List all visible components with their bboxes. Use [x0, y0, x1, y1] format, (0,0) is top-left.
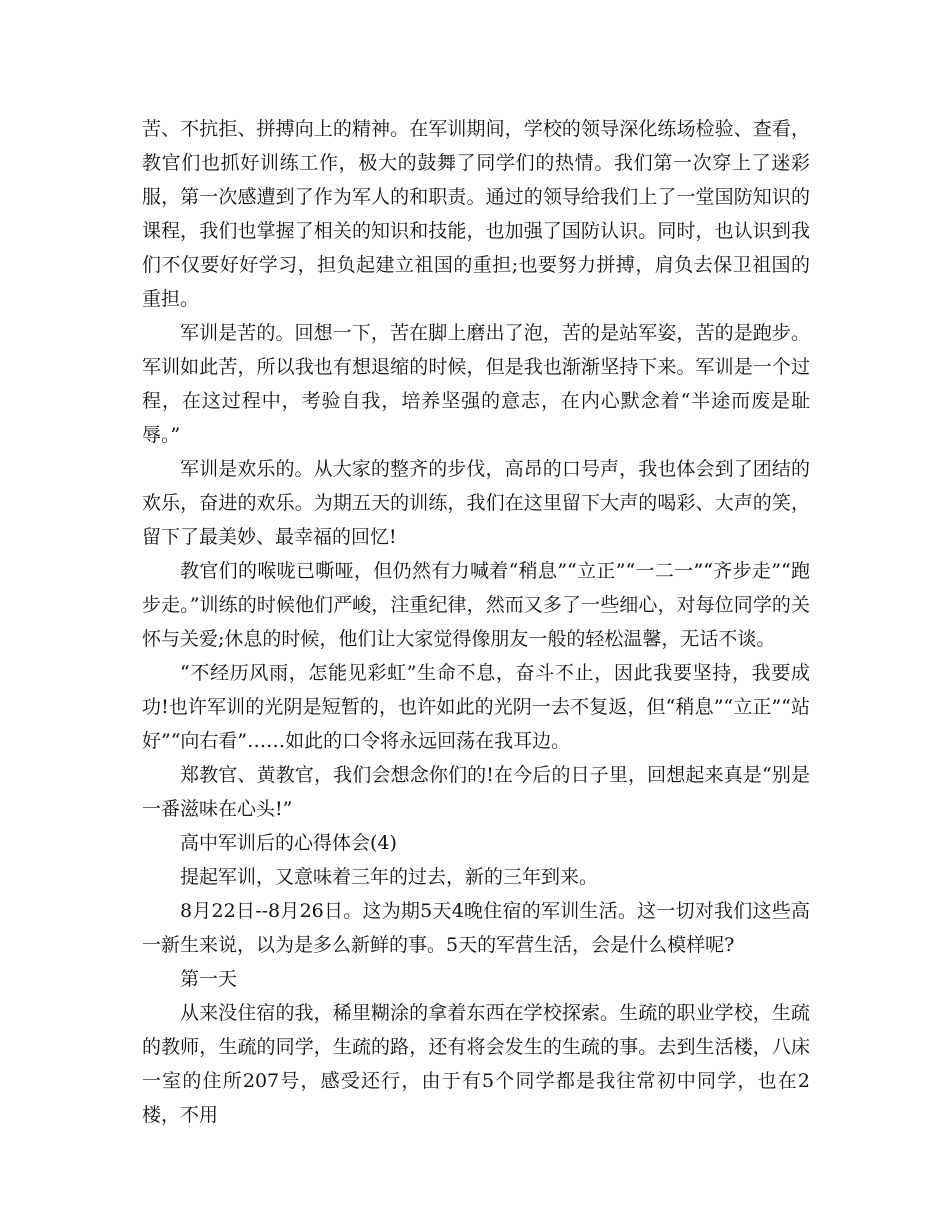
paragraph-4: 教官们的喉咙已嘶哑，但仍然有力喊着“稍息”“立正”“一二一”“齐步走”“跑步走。”训练的时候他们严峻，注重纪律，然而又多了一些细心，对每位同学的关怀与关爱;休息的时候，他们让大家觉得像朋友一般的轻松温馨，无话不谈。: [142, 560, 810, 650]
paragraph-7: 提起军训，又意味着三年的过去，新的三年到来。: [180, 866, 599, 888]
day-heading: 第一天: [180, 968, 238, 990]
paragraph-5: “不经历风雨，怎能见彩虹”生命不息，奋斗不止，因此我要坚持，我要成功!也许军训的光阴是短暂的，也许如此的光阴一去不复返，但“稍息”“立正”“站好”“向右看”……如此的口令将永远回荡在我耳边。: [142, 662, 810, 752]
paragraph-3: 军训是欢乐的。从大家的整齐的步伐，高昂的口号声，我也体会到了团结的欢乐，奋进的欢乐。为期五天的训练，我们在这里留下大声的喝彩、大声的笑，留下了最美妙、最幸福的回忆!: [142, 458, 810, 548]
section-heading: 高中军训后的心得体会(4): [180, 832, 397, 854]
document-body: [142, 112, 810, 1132]
paragraph-8: 8月22日--8月26日。这为期5天4晚住宿的军训生活。这一切对我们这些高一新生来说，以为是多么新鲜的事。5天的军营生活，会是什么模样呢?: [142, 900, 810, 956]
paragraph-6: 郑教官、黄教官，我们会想念你们的!在今后的日子里，回想起来真是“别是一番滋味在心头!”: [142, 764, 810, 820]
paragraph-2: 军训是苦的。回想一下，苦在脚上磨出了泡，苦的是站军姿，苦的是跑步。军训如此苦，所以我也有想退缩的时候，但是我也渐渐坚持下来。军训是一个过程，在这过程中，考验自我，培养坚强的意志，在内心默念着“半途而废是耻辱。”: [142, 322, 810, 446]
paragraph-9: 从来没住宿的我，稀里糊涂的拿着东西在学校探索。生疏的职业学校，生疏的教师，生疏的同学，生疏的路，还有将会发生的生疏的事。去到生活楼，八床一室的住所207号，感受还行，由于有5个同学都是我往常初中同学，也在2楼，不用: [142, 1002, 810, 1126]
paragraph-1: 苦、不抗拒、拼搏向上的精神。在军训期间，学校的领导深化练场检验、查看，教官们也抓好训练工作，极大的鼓舞了同学们的热情。我们第一次穿上了迷彩服，第一次感遭到了作为军人的和职责。通过的领导给我们上了一堂国防知识的课程，我们也掌握了相关的知识和技能，也加强了国防认识。同时，也认识到我们不仅要好好学习，担负起建立祖国的重担;也要努力拼搏，肩负去保卫祖国的重担。: [142, 118, 810, 310]
